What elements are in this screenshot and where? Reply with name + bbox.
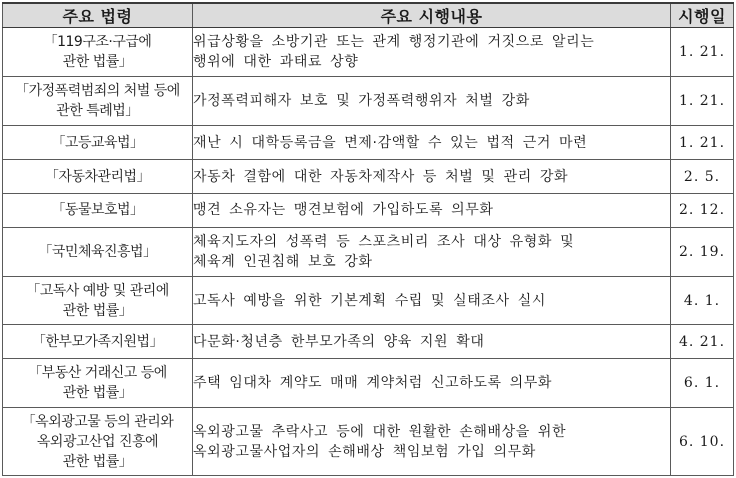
table-row	[3, 359, 734, 408]
enforcement-content-cell	[193, 325, 671, 359]
table-row	[3, 325, 734, 359]
law-name-line: 「옥외광고물 등의 관리와	[21, 413, 174, 430]
law-name-cell	[3, 277, 193, 325]
law-name-cell	[3, 359, 193, 408]
enforcement-content-line: 고독사 예방을 위한 기본계획 수립 및 실태조사 실시	[193, 292, 546, 309]
law-name-cell	[3, 160, 193, 194]
law-name-cell	[3, 325, 193, 359]
law-name-line: 「국민체육진흥법」	[38, 243, 157, 260]
law-name-line: 「자동차관리법」	[44, 168, 151, 185]
enforcement-content-line: 가정폭력피해자 보호 및 가정폭력행위자 처벌 강화	[193, 93, 530, 110]
enforcement-content-line: 맹견 소유자는 맹견보험에 가입하도록 의무화	[193, 202, 494, 219]
enforcement-content-line: 주택 임대차 계약도 매매 계약처럼 신고하도록 의무화	[193, 375, 553, 392]
enforcement-content-cell	[193, 77, 671, 126]
enforcement-content-line: 체육지도자의 성폭력 등 스포츠비리 조사 대상 유형화 및	[193, 233, 575, 250]
law-name-cell	[3, 408, 193, 476]
law-name-line: 「한부모가족지원법」	[31, 333, 164, 350]
law-name-cell	[3, 77, 193, 126]
enforcement-content-line: 자동차 결함에 대한 자동차제작사 등 처벌 및 관리 강화	[193, 168, 569, 185]
enforcement-content-line: 행위에 대한 과태료 상향	[193, 54, 359, 71]
enforcement-content-cell	[193, 277, 671, 325]
table-row	[3, 77, 734, 126]
table-row	[3, 28, 734, 77]
header-content: 주요 시행내용	[193, 3, 671, 28]
enforcement-date-cell: 2. 5.	[671, 160, 734, 194]
enforcement-content-cell	[193, 227, 671, 276]
enforcement-content-cell	[193, 160, 671, 194]
enforcement-date-cell: 2. 12.	[671, 194, 734, 228]
law-name-cell	[3, 126, 193, 160]
law-name-line: 「고등교육법」	[51, 134, 144, 151]
law-enforcement-table	[2, 2, 734, 476]
table-row	[3, 227, 734, 276]
law-name-line: 관한 특례법」	[56, 103, 139, 120]
law-name-line: 관한 법률」	[62, 54, 133, 71]
enforcement-content-line: 체육계 인권침해 보호 강화	[193, 253, 373, 270]
header-row	[3, 3, 734, 28]
enforcement-date-cell: 1. 21.	[671, 28, 734, 77]
enforcement-content-line: 옥외광고물 추락사고 등에 대한 원활한 손해배상을 위한	[193, 423, 567, 440]
table-row	[3, 126, 734, 160]
table-row	[3, 160, 734, 194]
enforcement-content-cell	[193, 408, 671, 476]
law-name-line: 「고독사 예방 및 관리에	[26, 282, 169, 299]
enforcement-date-cell: 4. 21.	[671, 325, 734, 359]
law-name-cell	[3, 227, 193, 276]
law-name-line: 「119구조·구급에	[43, 34, 152, 51]
law-name-line: 관한 법률」	[62, 453, 133, 470]
law-name-line: 관한 법률」	[62, 302, 133, 319]
law-name-cell	[3, 28, 193, 77]
enforcement-content-cell	[193, 359, 671, 408]
law-name-line: 옥외광고산업 진흥에	[36, 433, 159, 450]
header-date: 시행일	[671, 3, 734, 28]
header-law: 주요 법령	[3, 3, 193, 28]
law-name-line: 「부동산 거래신고 등에	[28, 365, 167, 382]
table-row	[3, 408, 734, 476]
enforcement-content-line: 옥외광고물사업자의 손해배상 책임보험 가입 의무화	[193, 443, 536, 460]
enforcement-content-cell	[193, 126, 671, 160]
law-name-line: 「가정폭력범죄의 처벌 등에	[15, 83, 180, 100]
law-name-line: 「동물보호법」	[51, 202, 144, 219]
enforcement-content-line: 재난 시 대학등록금을 면제·감액할 수 있는 법적 근거 마련	[193, 134, 588, 151]
law-name-line: 관한 법률」	[62, 385, 133, 402]
table-row	[3, 277, 734, 325]
law-name-cell	[3, 194, 193, 228]
enforcement-date-cell: 4. 1.	[671, 277, 734, 325]
enforcement-content-cell	[193, 28, 671, 77]
enforcement-content-cell	[193, 194, 671, 228]
enforcement-content-line: 다문화·청년층 한부모가족의 양육 지원 확대	[193, 333, 485, 350]
enforcement-date-cell: 2. 19.	[671, 227, 734, 276]
enforcement-date-cell: 6. 1.	[671, 359, 734, 408]
table-row	[3, 194, 734, 228]
enforcement-date-cell: 1. 21.	[671, 77, 734, 126]
enforcement-date-cell: 6. 10.	[671, 408, 734, 476]
enforcement-content-line: 위급상황을 소방기관 또는 관계 행정기관에 거짓으로 알리는	[193, 34, 595, 51]
enforcement-date-cell: 1. 21.	[671, 126, 734, 160]
